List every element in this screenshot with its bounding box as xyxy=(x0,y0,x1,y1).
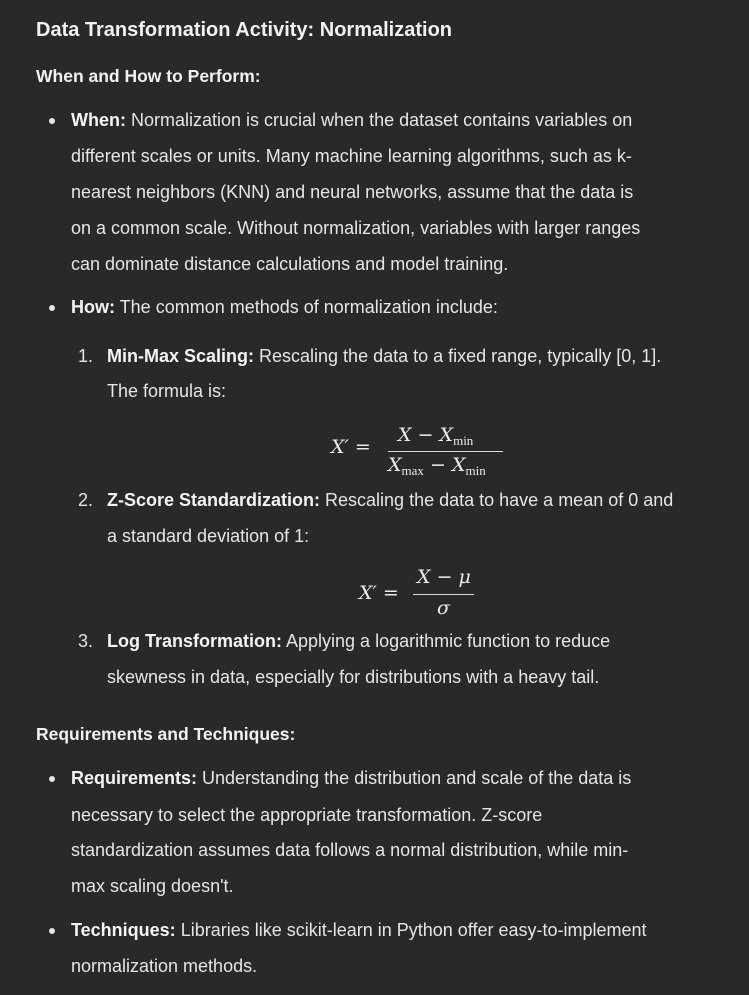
section-heading-when-how: When and How to Perform: xyxy=(36,66,261,86)
techniques-label: Techniques: xyxy=(71,920,176,940)
formula-1-numerator: $X - X_{min}$ xyxy=(398,424,474,448)
bullet-dot xyxy=(49,118,55,124)
method-3-line-1 xyxy=(107,629,610,653)
method-1-label: Min-Max Scaling: xyxy=(107,346,255,366)
requirements-text: Understanding the distribution and scale of the data is xyxy=(197,768,632,788)
when-line-1 xyxy=(71,108,632,132)
method-1-text: Rescaling the data to a fixed range, typically [0, 1]. xyxy=(254,346,662,366)
formula-1-denominator: $X_{max} - X_{min}$ xyxy=(388,454,486,478)
method-number: 2. xyxy=(78,490,94,510)
techniques-text: Libraries like scikit-learn in Python offer easy-to-implement xyxy=(175,920,647,940)
how-line xyxy=(71,295,498,319)
when-label: When: xyxy=(71,110,126,130)
when-line-2: different scales or units. Many machine learning algorithms, such as k- xyxy=(71,146,632,166)
method-1-line-1 xyxy=(107,344,661,368)
how-label: How: xyxy=(71,297,115,317)
method-number: 3. xyxy=(78,631,94,651)
document-title: Data Transformation Activity: Normalization xyxy=(36,19,452,41)
requirements-line-1 xyxy=(71,766,631,790)
method-3-line-2: skewness in data, especially for distributions with a heavy tail. xyxy=(107,667,600,687)
when-line-3: nearest neighbors (KNN) and neural networks, assume that the data is xyxy=(71,182,634,202)
formula-1-fraction-bar xyxy=(388,451,503,452)
formula-1-lhs: X′ = xyxy=(331,436,371,458)
method-2-text: Rescaling the data to have a mean of 0 and xyxy=(320,490,674,510)
when-line-5: can dominate distance calculations and model training. xyxy=(71,254,509,274)
how-text: The common methods of normalization include: xyxy=(115,297,498,317)
formula-2-lhs: X′ = xyxy=(359,582,399,604)
method-2-line-1 xyxy=(107,488,673,512)
method-3-text: Applying a logarithmic function to reduce xyxy=(282,631,611,651)
bullet-dot xyxy=(49,776,55,782)
techniques-line-2: normalization methods. xyxy=(71,956,258,976)
when-line-4: on a common scale. Without normalization, variables with larger ranges xyxy=(71,218,641,238)
requirements-line-3: standardization assumes data follows a normal distribution, while min- xyxy=(71,840,629,860)
method-2-line-2: a standard deviation of 1: xyxy=(107,526,310,546)
when-text: Normalization is crucial when the dataset contains variables on xyxy=(125,110,633,130)
bullet-dot xyxy=(49,928,55,934)
method-2-label: Z-Score Standardization: xyxy=(107,490,321,510)
section-heading-requirements: Requirements and Techniques: xyxy=(36,724,296,744)
requirements-label: Requirements: xyxy=(71,768,198,788)
bullet-dot xyxy=(49,305,55,311)
method-1-line-2: The formula is: xyxy=(107,381,227,401)
formula-2-numerator: X − μ xyxy=(417,566,471,588)
requirements-line-2: necessary to select the appropriate transformation. Z-score xyxy=(71,805,543,825)
requirements-line-4: max scaling doesn't. xyxy=(71,876,234,896)
formula-2-fraction-bar xyxy=(413,594,474,595)
formula-2-denominator: σ xyxy=(437,597,450,619)
method-3-label: Log Transformation: xyxy=(107,631,282,651)
techniques-line-1 xyxy=(71,918,647,942)
method-number: 1. xyxy=(78,346,94,366)
